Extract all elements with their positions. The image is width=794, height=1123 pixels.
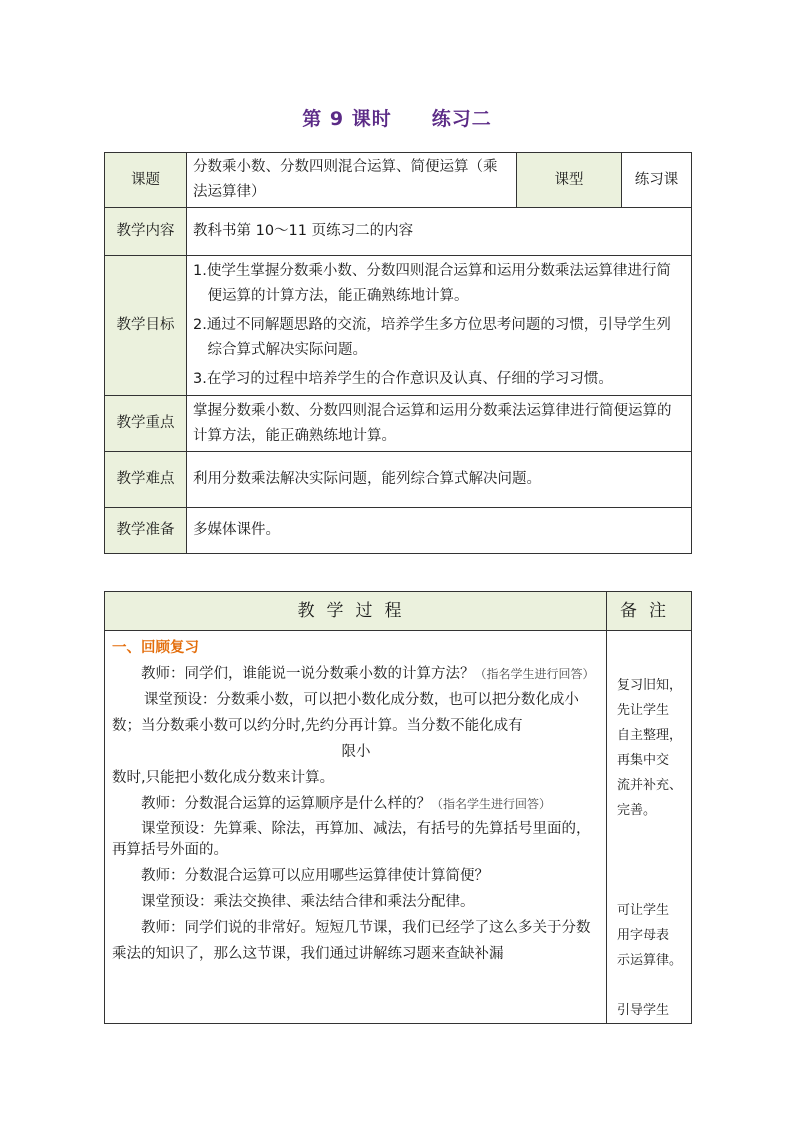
process-paragraph: 课堂预设：先算乘、除法，再算加、减法，有括号的先算括号里面的，再算括号外面的。 (112, 821, 591, 858)
remark-spacer (617, 823, 685, 848)
remark-line: 可让学生 (617, 903, 670, 918)
section-heading: 一、回顾复习 (112, 640, 199, 656)
goal-item: 2.通过不同解题思路的交流，培养学生多方位思考问题的习惯，引导学生列综合算式解决实际问题。 (193, 317, 671, 358)
prep-label: 教学准备 (105, 508, 187, 554)
table-row (105, 256, 692, 396)
content-value: 教科书第 10～11 页练习二的内容 (187, 208, 692, 256)
remark-line: 示运算律。 (617, 953, 683, 968)
table-header-row (105, 592, 692, 631)
teaching-process-table (104, 591, 692, 1024)
lesson-number: 第 9 课时 (302, 108, 392, 130)
page-title (0, 104, 794, 131)
goal-item: 3.在学习的过程中培养学生的合作意识及认真、仔细的学习习惯。 (193, 371, 613, 387)
remark-line: 复习旧知， (617, 678, 683, 693)
goals-cell (187, 256, 692, 396)
topic-label: 课题 (105, 153, 187, 208)
process-paragraph (112, 661, 600, 687)
process-note: （指名学生进行回答） (431, 797, 552, 811)
table-row (105, 508, 692, 554)
remark-spacer (617, 848, 685, 873)
remark-spacer (617, 973, 685, 998)
process-paragraph: 限小 (341, 744, 371, 760)
remark-line: 先让学生 (617, 703, 670, 718)
remark-line: 流并补充、 (617, 778, 683, 793)
process-text: 教师：分数混合运算的运算顺序是什么样的？ (141, 796, 431, 812)
goal-label: 教学目标 (105, 256, 187, 396)
process-paragraph: 数时,只能把小数化成分数来计算。 (112, 770, 335, 786)
remark-line: 用字母表 (617, 928, 670, 943)
difficulty-value: 利用分数乘法解决实际问题，能列综合算式解决问题。 (187, 452, 692, 508)
process-paragraph (112, 791, 600, 817)
table-row (105, 631, 692, 1024)
lesson-topic: 练习二 (431, 108, 492, 130)
process-paragraph: 课堂预设：分数乘小数，可以把小数化成分数，也可以把分数化成小数；当分数乘小数可以约分时,先约分再计算。当分数不能化成有 (112, 692, 579, 734)
process-header: 教学过程 (105, 592, 607, 631)
prep-value: 多媒体课件。 (187, 508, 692, 554)
remark-line: 再集中交 (617, 753, 670, 768)
process-note: （指名学生进行回答） (474, 667, 595, 681)
process-content (105, 631, 607, 1024)
key-value: 掌握分数乘小数、分数四则混合运算和运用分数乘法运算律进行简便运算的计算方法，能正确熟练地计算。 (187, 396, 692, 452)
process-paragraph: 教师：同学们说的非常好。短短几节课，我们已经学了这么多关于分数乘法的知识了，那么这节课，我们通过讲解练习题来查缺补漏 (112, 920, 591, 962)
type-label: 课型 (517, 153, 622, 208)
lesson-info-table (104, 152, 692, 554)
table-row (105, 153, 692, 208)
topic-value: 分数乘小数、分数四则混合运算、简便运算（乘法运算律） (187, 153, 517, 208)
process-paragraph: 课堂预设：乘法交换律、乘法结合律和乘法分配律。 (141, 894, 475, 910)
content-label: 教学内容 (105, 208, 187, 256)
process-paragraph: 教师：分数混合运算可以应用哪些运算律使计算简便？ (141, 868, 489, 884)
type-value: 练习课 (622, 153, 692, 208)
table-row (105, 208, 692, 256)
remark-column (607, 631, 692, 1024)
table-row (105, 452, 692, 508)
difficulty-label: 教学难点 (105, 452, 187, 508)
key-label: 教学重点 (105, 396, 187, 452)
goal-item: 1.使学生掌握分数乘小数、分数四则混合运算和运用分数乘法运算律进行简便运算的计算方法，能正确熟练地计算。 (193, 263, 671, 304)
table-row (105, 396, 692, 452)
process-text: 教师：同学们，谁能说一说分数乘小数的计算方法？ (141, 666, 475, 682)
remark-header: 备注 (607, 592, 692, 631)
remark-line: 自主整理， (617, 728, 683, 743)
remark-line: 完善。 (617, 803, 657, 818)
remark-spacer (617, 873, 685, 898)
remark-line: 引导学生 (617, 1003, 670, 1018)
